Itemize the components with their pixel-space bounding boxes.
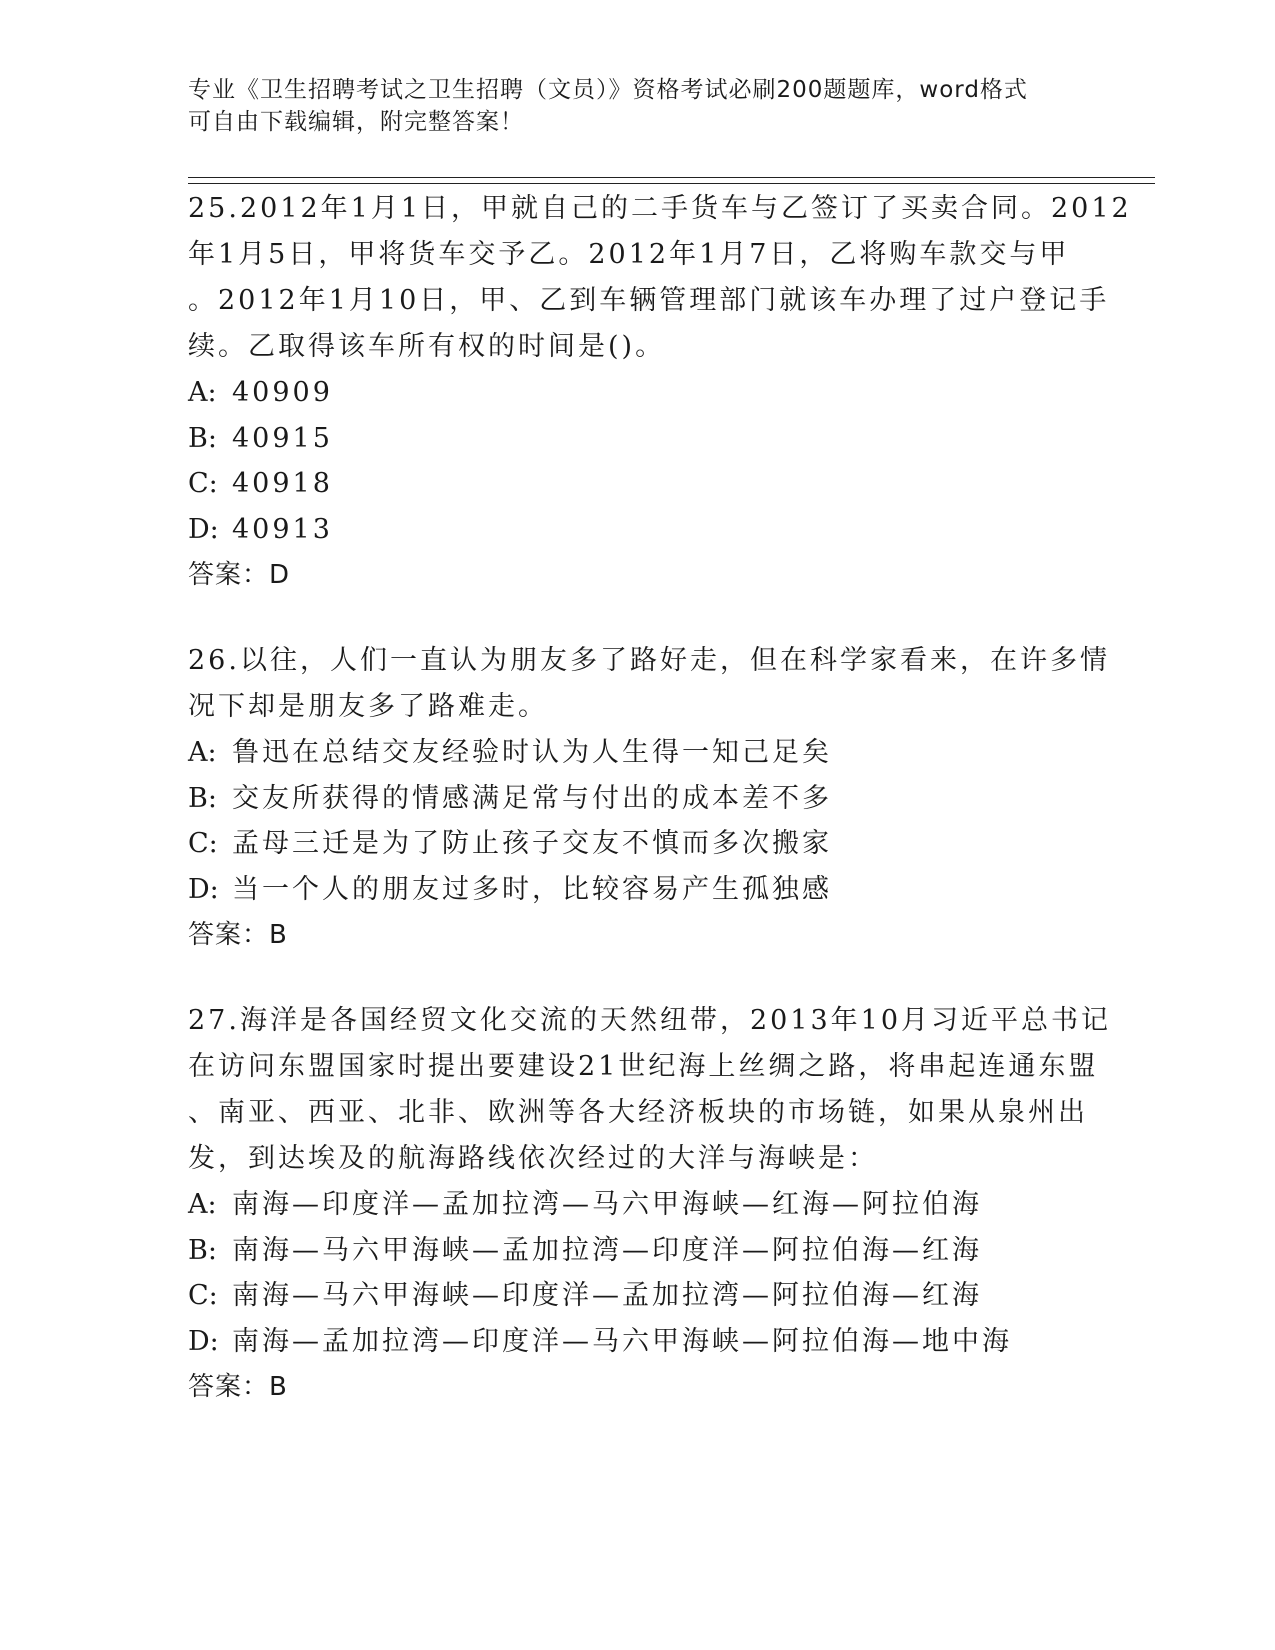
question-list [188, 186, 1132, 1410]
question-spacer [188, 598, 1088, 638]
option-text: 40918 [232, 468, 333, 499]
answer-line: 答案：B [188, 920, 288, 950]
option-letter: B: [188, 1234, 217, 1266]
option-c [188, 1273, 1088, 1319]
option-text: 南海—印度洋—孟加拉湾—马六甲海峡—红海—阿拉伯海 [232, 1189, 982, 1220]
option-letter: A: [188, 1189, 217, 1220]
option-letter: C: [188, 828, 218, 859]
answer-line: 答案：D [188, 560, 291, 590]
option-a [188, 370, 1088, 416]
question-text-line: 27.海洋是各国经贸文化交流的天然纽带，2013年10月习近平总书记 [188, 1005, 1112, 1036]
option-text: 40909 [232, 377, 333, 408]
question-spacer [188, 958, 1088, 998]
option-c [188, 821, 1088, 867]
option-letter: B: [188, 422, 217, 454]
option-a [188, 730, 1088, 776]
question-text-line: 、南亚、西亚、北非、欧洲等各大经济板块的市场链，如果从泉州出 [188, 1097, 1088, 1128]
option-text: 南海—马六甲海峡—印度洋—孟加拉湾—阿拉伯海—红海 [232, 1280, 982, 1311]
question-25 [188, 186, 1132, 598]
question-text-line: 26.以往，人们一直认为朋友多了路好走，但在科学家看来，在许多情 [188, 645, 1110, 676]
option-text: 40915 [232, 422, 333, 454]
option-d [188, 507, 1088, 553]
option-b [188, 776, 1088, 822]
question-text-line: 续。乙取得该车所有权的时间是()。 [188, 331, 666, 362]
option-text: 孟母三迁是为了防止孩子交友不慎而多次搬家 [232, 828, 832, 859]
question-text-line: 。2012年1月10日，甲、乙到车辆管理部门就该车办理了过户登记手 [188, 285, 1110, 316]
option-b [188, 416, 1088, 462]
option-letter: B: [188, 782, 217, 814]
option-text: 当一个人的朋友过多时，比较容易产生孤独感 [232, 873, 832, 905]
option-text: 南海—孟加拉湾—印度洋—马六甲海峡—阿拉伯海—地中海 [232, 1325, 1012, 1357]
option-d [188, 867, 1088, 913]
option-c [188, 461, 1088, 507]
option-text: 40913 [232, 513, 333, 545]
question-text [188, 638, 1110, 730]
option-b [188, 1228, 1088, 1274]
option-letter: C: [188, 1280, 218, 1311]
header-divider-bottom [188, 183, 1155, 184]
option-a [188, 1182, 1088, 1228]
option-letter: D: [188, 1325, 219, 1357]
option-text: 南海—马六甲海峡—孟加拉湾—印度洋—阿拉伯海—红海 [232, 1234, 982, 1266]
option-text: 鲁迅在总结交友经验时认为人生得一知己足矣 [232, 737, 832, 768]
header-divider-top [188, 177, 1155, 178]
header-line-1: 专业《卫生招聘考试之卫生招聘（文员）》资格考试必刷200题题库，word格式 [188, 77, 1028, 103]
option-letter: A: [188, 377, 217, 408]
option-d [188, 1319, 1088, 1365]
option-letter: D: [188, 513, 219, 545]
page-header [188, 74, 1088, 138]
question-text-line: 年1月5日，甲将货车交予乙。2012年1月7日，乙将购车款交与甲 [188, 239, 1070, 270]
question-text [188, 186, 1132, 370]
question-text [188, 998, 1112, 1182]
question-27 [188, 998, 1112, 1410]
question-text-line: 在访问东盟国家时提出要建设21世纪海上丝绸之路，将串起连通东盟 [188, 1051, 1099, 1082]
option-letter: A: [188, 737, 217, 768]
header-line-2: 可自由下载编辑，附完整答案！ [188, 109, 524, 135]
question-text-line: 发，到达埃及的航海路线依次经过的大洋与海峡是： [188, 1143, 878, 1174]
question-text-line: 况下却是朋友多了路难走。 [188, 691, 548, 722]
option-letter: C: [188, 468, 218, 499]
answer-line: 答案：B [188, 1372, 288, 1402]
question-text-line: 25.2012年1月1日，甲就自己的二手货车与乙签订了买卖合同。2012 [188, 193, 1132, 224]
option-letter: D: [188, 873, 219, 905]
option-text: 交友所获得的情感满足常与付出的成本差不多 [232, 782, 832, 814]
question-26 [188, 638, 1110, 958]
